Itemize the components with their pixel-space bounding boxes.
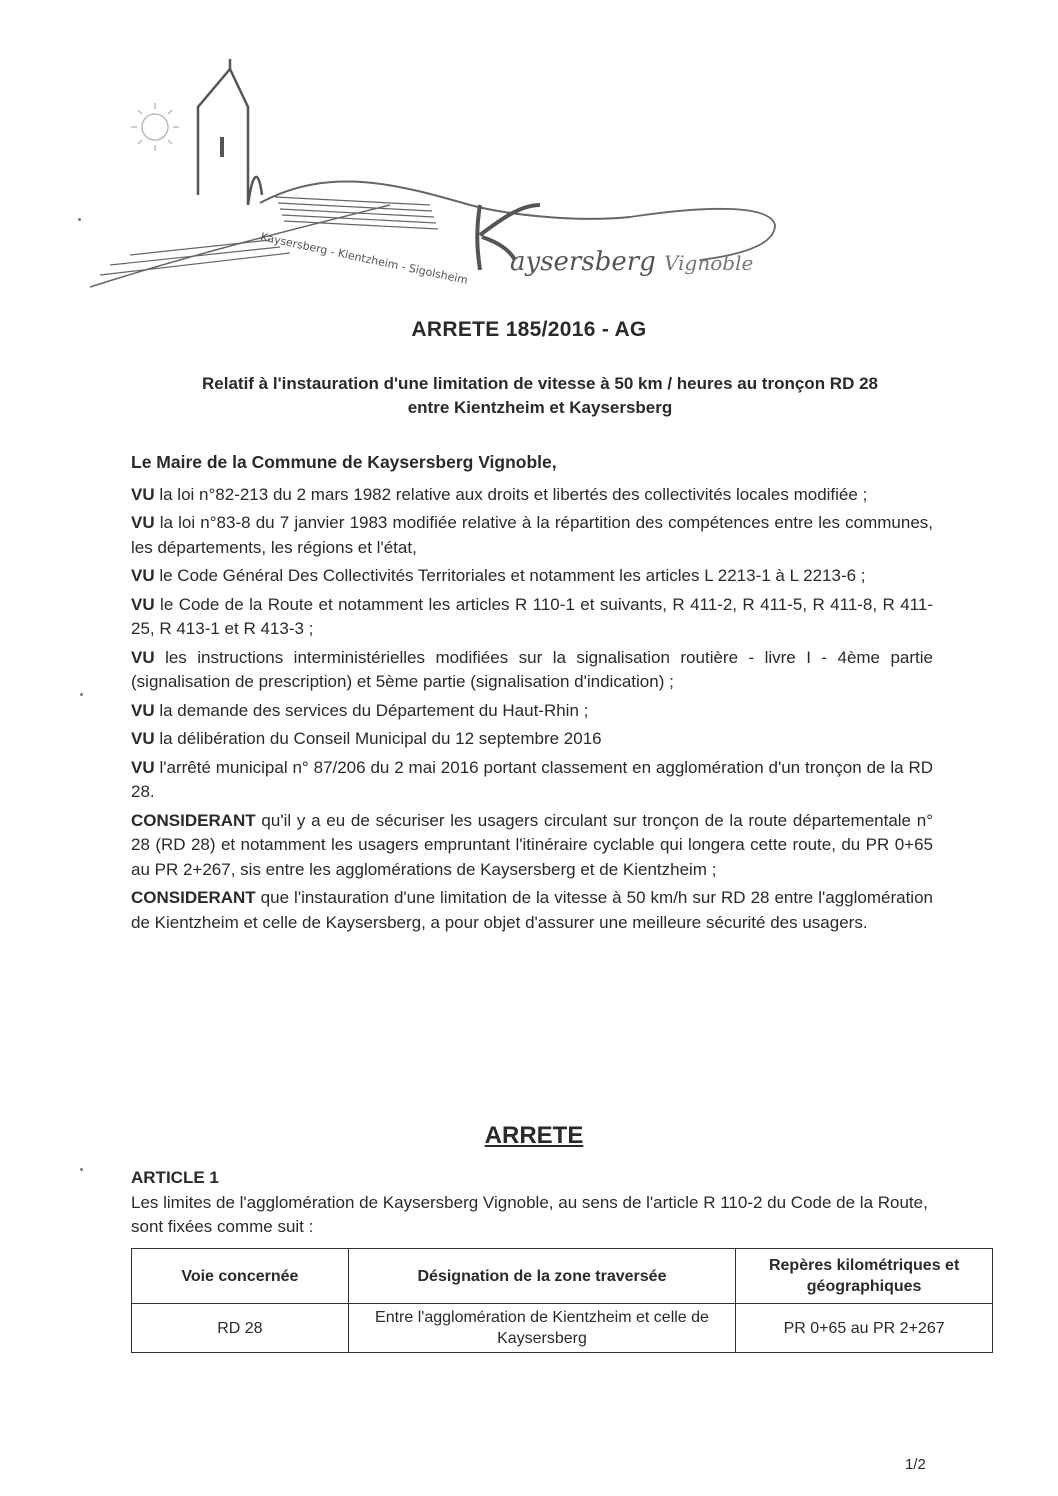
consideration-item	[131, 646, 933, 695]
consideration-item	[131, 756, 933, 805]
consideration-lead: VU	[131, 594, 155, 614]
page-number: 1/2	[905, 1456, 926, 1473]
consideration-item	[131, 511, 933, 560]
margin-mark	[80, 693, 83, 696]
consideration-item	[131, 483, 933, 508]
table-cell: Entre l'agglomération de Kientzheim et celle de Kaysersberg	[348, 1304, 735, 1353]
considerations-list	[131, 483, 933, 936]
consideration-text: la demande des services du Département du Haut-Rhin ;	[154, 700, 589, 720]
table-header: Voie concernée	[132, 1249, 349, 1304]
consideration-item	[131, 564, 933, 589]
article-1	[131, 1166, 951, 1240]
sun-icon	[131, 103, 179, 151]
consideration-text: la loi n°82-213 du 2 mars 1982 relative aux droits et libertés des collectivités locales modifiée ;	[154, 484, 868, 504]
table-cell: PR 0+65 au PR 2+267	[736, 1304, 993, 1353]
consideration-lead: VU	[131, 647, 155, 667]
consideration-item	[131, 593, 933, 642]
consideration-text: le Code Général Des Collectivités Territoriales et notamment les articles L 2213-1 à L 2213-6 ;	[154, 566, 866, 585]
consideration-text: que l'instauration d'une limitation de la vitesse à 50 km/h sur RD 28 entre l'agglomération de Kientzheim et celle de Kaysersberg, a pour objet d'assurer une meilleure sécurité des usagers.	[131, 888, 933, 932]
consideration-lead: VU	[131, 566, 155, 585]
consideration-lead: VU	[131, 757, 155, 777]
subtitle-line: entre Kientzheim et Kaysersberg	[407, 398, 673, 417]
article-text: Les limites de l'agglomération de Kaysersberg Vignoble, au sens de l'article R 110-2 du Code de la Route, sont fixées comme suit :	[131, 1192, 928, 1236]
consideration-item	[131, 727, 933, 752]
subtitle-line: Relatif à l'instauration d'une limitation de vitesse à 50 km / heures au tronçon RD 28	[202, 374, 878, 393]
logo-drawing	[70, 55, 790, 305]
arrete-heading: ARRETE	[484, 1122, 584, 1149]
consideration-lead: VU	[131, 513, 155, 532]
logo-brand: aysersberg Vignoble	[510, 247, 754, 277]
table-header-row	[132, 1249, 993, 1304]
chapel-icon	[198, 59, 262, 205]
table-header: Désignation de la zone traversée	[348, 1249, 735, 1304]
zones-table	[131, 1248, 993, 1353]
margin-mark	[80, 1168, 83, 1171]
page-subtitle	[90, 372, 990, 420]
consideration-lead: CONSIDERANT	[131, 888, 256, 907]
table-row	[132, 1304, 993, 1353]
table-cell: RD 28	[132, 1304, 349, 1353]
consideration-lead: VU	[131, 700, 155, 720]
consideration-item	[131, 886, 933, 935]
logo-tagline: Kaysersberg - Kientzheim - Sigolsheim	[259, 230, 470, 287]
consideration-item	[131, 699, 933, 724]
consideration-lead: VU	[131, 729, 155, 748]
margin-mark	[78, 218, 81, 221]
consideration-text: qu'il y a eu de sécuriser les usagers circulant sur tronçon de la route départementale n° 28 (RD 28) et notamment les usagers empruntant l'itinéraire cyclable qui longera cette route, du PR 0+65 au PR 2+267, sis entre les agglomérations de Kaysersberg et de Kientzheim ;	[131, 810, 933, 879]
consideration-item	[131, 809, 933, 883]
intro-line: Le Maire de la Commune de Kaysersberg Vignoble,	[131, 452, 557, 472]
consideration-text: les instructions interministérielles modifiées sur la signalisation routière - livre I - 4ème partie (signalisation de prescription) et 5ème partie (signalisation d'indication) ;	[131, 647, 933, 691]
consideration-text: la loi n°83-8 du 7 janvier 1983 modifiée relative à la répartition des compétences entre les communes, les départements, les régions et l'état,	[131, 513, 933, 557]
table-header: Repères kilométriques et géographiques	[736, 1249, 993, 1304]
consideration-text: l'arrêté municipal n° 87/206 du 2 mai 2016 portant classement en agglomération d'un tronçon de la RD 28.	[131, 757, 933, 801]
page-title: ARRETE 185/2016 - AG	[411, 318, 647, 341]
article-heading: ARTICLE 1	[131, 1168, 219, 1187]
consideration-text: la délibération du Conseil Municipal du 12 septembre 2016	[154, 729, 602, 748]
document-body	[131, 450, 933, 939]
consideration-lead: CONSIDERANT	[131, 810, 256, 830]
consideration-text: le Code de la Route et notamment les articles R 110-1 et suivants, R 411-2, R 411-5, R 411-8, R 411-25, R 413-1 et R 413-3 ;	[131, 594, 933, 638]
commune-logo	[70, 55, 790, 305]
consideration-lead: VU	[131, 484, 155, 504]
